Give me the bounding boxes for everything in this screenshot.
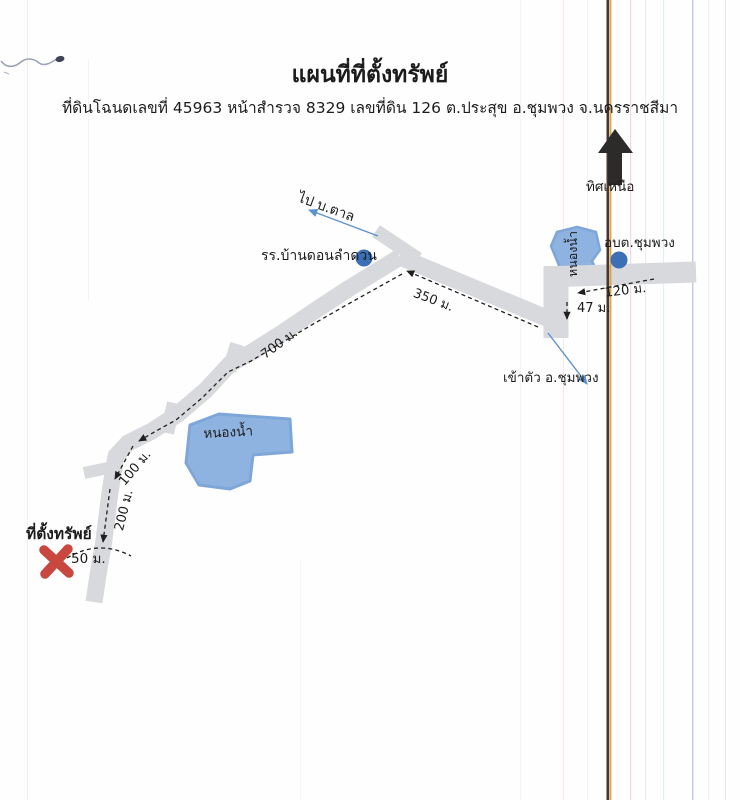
distance-50m-label: 50 ม.	[71, 551, 106, 567]
scan-artifact-lines	[27, 0, 726, 800]
distance-200m-label: 200 ม.	[112, 488, 137, 533]
page-title: แผนที่ที่ตั้งทรัพย์	[291, 62, 449, 88]
north-arrow-icon	[598, 129, 633, 185]
distance-47m-label: 47 ม.	[577, 301, 611, 316]
property-x-icon	[44, 549, 69, 574]
sao-office-label: อบต.ชุมพวง	[604, 235, 675, 251]
north-label: ทิศเหนือ	[586, 179, 635, 195]
school-label: รร.บ้านดอนลำดวน	[261, 248, 377, 264]
property-location-label: ที่ตั้งทรัพย์	[26, 525, 92, 543]
pond-large-label: หนองน้ำ	[202, 423, 254, 442]
sao-marker-icon	[611, 252, 628, 269]
distance-700m-label: 700 ม.	[258, 325, 301, 363]
direction-label-ban-tan: ไป บ.ตาล	[295, 190, 357, 226]
highway-line	[607, 0, 612, 800]
direction-label-town: เข้าตัว อ.ชุมพวง	[503, 370, 599, 386]
distance-100m-label: 100 ม.	[116, 447, 155, 489]
distance-120m-label: 120 ม.	[603, 280, 648, 301]
pond-small-label: หนองน้ำ	[565, 231, 580, 277]
distance-350m-label: 350 ม.	[410, 286, 456, 315]
page-subtitle: ที่ดินโฉนดเลขที่ 45963 หน้าสำรวจ 8329 เลขที่ดิน 126 ต.ประสุข อ.ชุมพวง จ.นครราชสีมา	[61, 99, 679, 117]
